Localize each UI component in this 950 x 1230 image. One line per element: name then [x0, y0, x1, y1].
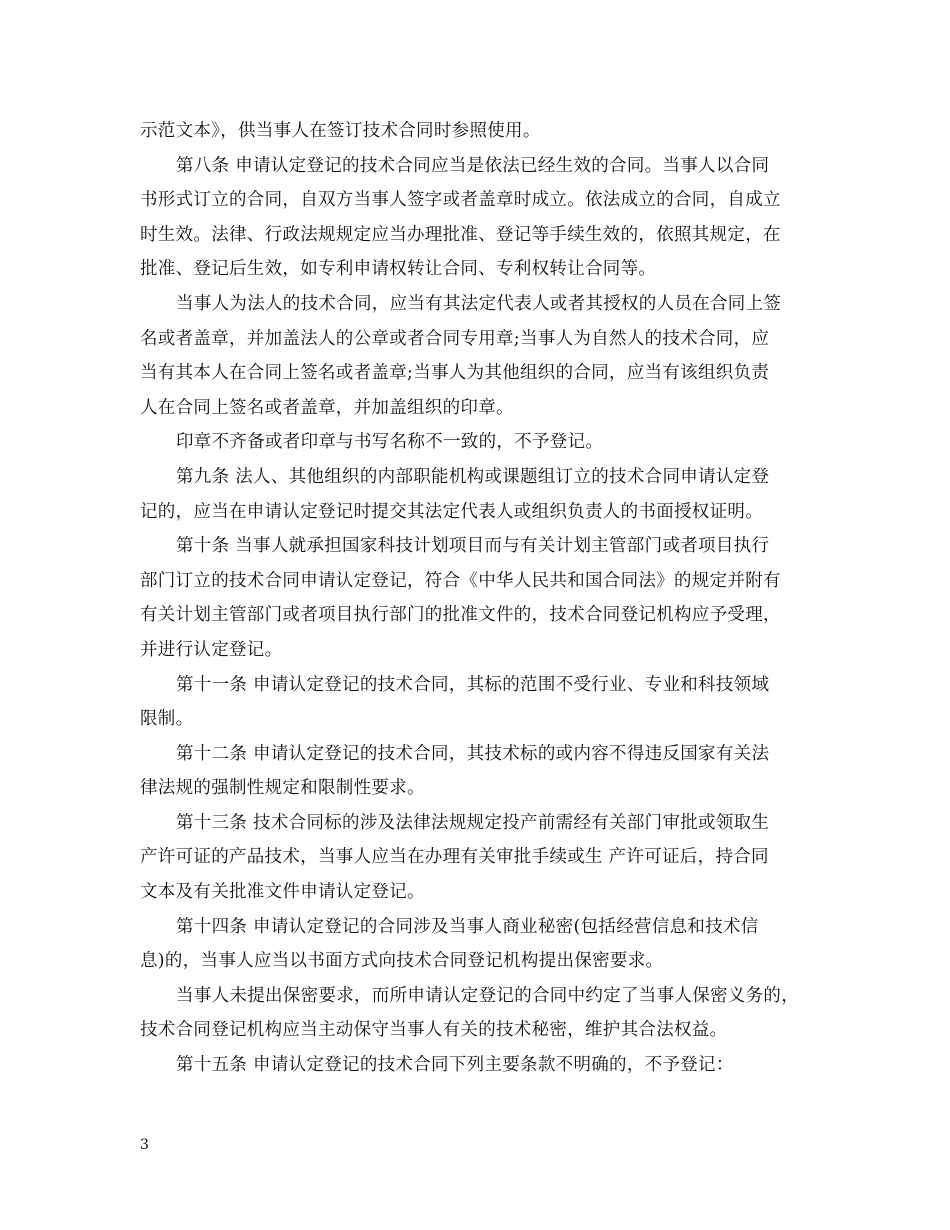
text-line: 第十四条 申请认定登记的合同涉及当事人商业秘密(包括经营信息和技术信: [176, 916, 759, 937]
text-line: 文本及有关批准文件申请认定登记。: [140, 882, 425, 903]
text-line: 名或者盖章，并加盖法人的公章或者合同专用章;当事人为自然人的技术合同，应: [140, 328, 770, 349]
text-line: 第十条 当事人就承担国家科技计划项目而与有关计划主管部门或者项目执行: [176, 536, 770, 557]
text-line: 批准、登记后生效，如专利申请权转让合同、专利权转让合同等。: [140, 259, 657, 280]
text-line: 第十五条 申请认定登记的技术合同下列主要条款不明确的，不予登记：: [176, 1055, 734, 1076]
text-line: 产许可证的产品技术，当事人应当在办理有关审批手续或生 产许可证后，持合同: [140, 847, 769, 868]
text-line: 人在合同上签名或者盖章，并加盖组织的印章。: [140, 397, 514, 418]
text-line: 部门订立的技术合同申请认定登记，符合《中华人民共和国合同法》的规定并附有: [140, 570, 781, 591]
text-line: 记的，应当在申请认定登记时提交其法定代表人或组织负责人的书面授权证明。: [140, 501, 763, 522]
text-line: 印章不齐备或者印章与书写名称不一致的，不予登记。: [176, 432, 604, 453]
text-line: 当事人为法人的技术合同，应当有其法定代表人或者其授权的人员在合同上签: [176, 293, 782, 314]
text-line: 并进行认定登记。: [140, 639, 283, 660]
text-line: 限制。: [140, 709, 194, 730]
text-line: 时生效。法律、行政法规规定应当办理批准、登记等手续生效的，依照其规定，在: [140, 224, 781, 245]
text-line: 第十三条 技术合同标的涉及法律法规规定投产前需经有关部门审批或领取生: [176, 812, 770, 833]
text-line: 息)的，当事人应当以书面方式向技术合同登记机构提出保密要求。: [140, 951, 664, 972]
text-line: 示范文本》，供当事人在签订技术合同时参照使用。: [140, 121, 541, 141]
text-line: 第十一条 申请认定登记的技术合同，其标的范围不受行业、专业和科技领域: [176, 674, 770, 695]
text-line: 书形式订立的合同，自双方当事人签字或者盖章时成立。依法成立的合同，自成立: [140, 190, 781, 211]
text-line: 第十二条 申请认定登记的技术合同，其技术标的或内容不得违反国家有关法: [176, 743, 770, 764]
text-line: 有关计划主管部门或者项目执行部门的批准文件的，技术合同登记机构应予受理，: [140, 605, 781, 626]
text-line: 律法规的强制性规定和限制性要求。: [140, 778, 425, 799]
text-line: 第九条 法人、其他组织的内部职能机构或课题组订立的技术合同申请认定登: [176, 466, 770, 487]
text-line: 第八条 申请认定登记的技术合同应当是依法已经生效的合同。当事人以合同: [176, 155, 770, 176]
text-line: 当有其本人在合同上签名或者盖章;当事人为其他组织的合同，应当有该组织负责: [140, 363, 770, 384]
text-line: 技术合同登记机构应当主动保守当事人有关的技术秘密，维护其合法权益。: [140, 1020, 728, 1041]
document-body: [140, 114, 820, 1083]
page-number: 3: [140, 1137, 149, 1153]
text-line: 当事人未提出保密要求，而所申请认定登记的合同中约定了当事人保密义务的，: [176, 985, 799, 1006]
